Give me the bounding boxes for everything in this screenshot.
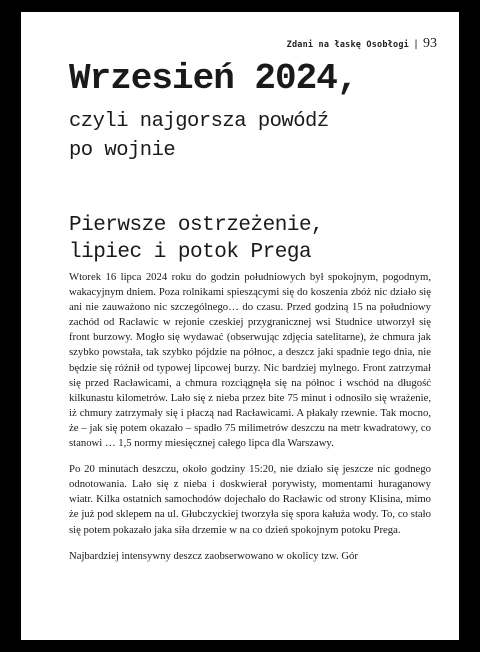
chapter-subtitle: [69, 107, 329, 165]
chapter-subtitle-line: po wojnie: [69, 139, 176, 162]
body-paragraph: Wtorek 16 lipca 2024 roku do godzin południowych był spokojnym, pogodnym, wakacyjnym dniem. Poza rolnikami spieszącymi się do koszenia zbóż nic działo się ani nie zauważono nic szczególnego… do czasu. Przed godziną 15 na południowy zachód od Racławic w rejonie czeskiej przygranicznej wsi Studnice utworzył się front burzowy. Mogło się wydawać (obserwując zdjęcia satelitarne), że chmura jak szybko powstała, tak szybko pójdzie na północ, a deszcz jaki spadnie tego dnia, nie będzie się różnił od typowej lipcowej burzy. Nic bardziej mylnego. Front zatrzymał się przed Racławicami, a chmura rozciągnęła się na północ i wschód na długość kilkunastu kilometrów. Lało się z nieba przez bite 75 minut i odnosiło się wrażenie, iż chmury zatrzymały się i płaczą nad Racławicami. A płakały rzewnie. Tak mocno, że – jak się potem okazało – spadło 75 milimetrów deszczu na metr kwadratowy, co stanowi … 1,5 normy miesięcznej całego lipca dla Warszawy.: [69, 271, 431, 450]
section-heading: [69, 212, 323, 266]
running-header: [287, 36, 437, 52]
section-heading-line: lipiec i potok Prega: [69, 241, 312, 264]
section-heading-line: Pierwsze ostrzeżenie,: [69, 214, 324, 237]
chapter-subtitle-line: czyli najgorsza powódź: [69, 110, 329, 133]
header-separator: |: [412, 39, 419, 50]
chapter-title: Wrzesień 2024,: [69, 58, 358, 99]
page-number: 93: [423, 36, 437, 51]
book-page: [21, 12, 459, 640]
running-title: Zdani na łaskę Osobłogi: [286, 40, 409, 50]
body-paragraph: Najbardziej intensywny deszcz zaobserwowano w okolicy tzw. Gór: [69, 549, 358, 562]
body-paragraph: Po 20 minutach deszczu, około godziny 15:20, nie działo się jeszcze nic godnego odnotowania. Lało się z nieba i doskwierał porywisty, momentami huraganowy wiatr. Kilka ostatnich samochodów dojechało do Racławic od strony Klisina, mimo że już pod sklepem na ul. Głubczyckiej tworzyła się spora kałuża wody. To, co stało się potem pokazało jaka siła drzemie w na co dzień spokojnym potoku Prega.: [69, 463, 431, 536]
body-text: [69, 270, 431, 575]
